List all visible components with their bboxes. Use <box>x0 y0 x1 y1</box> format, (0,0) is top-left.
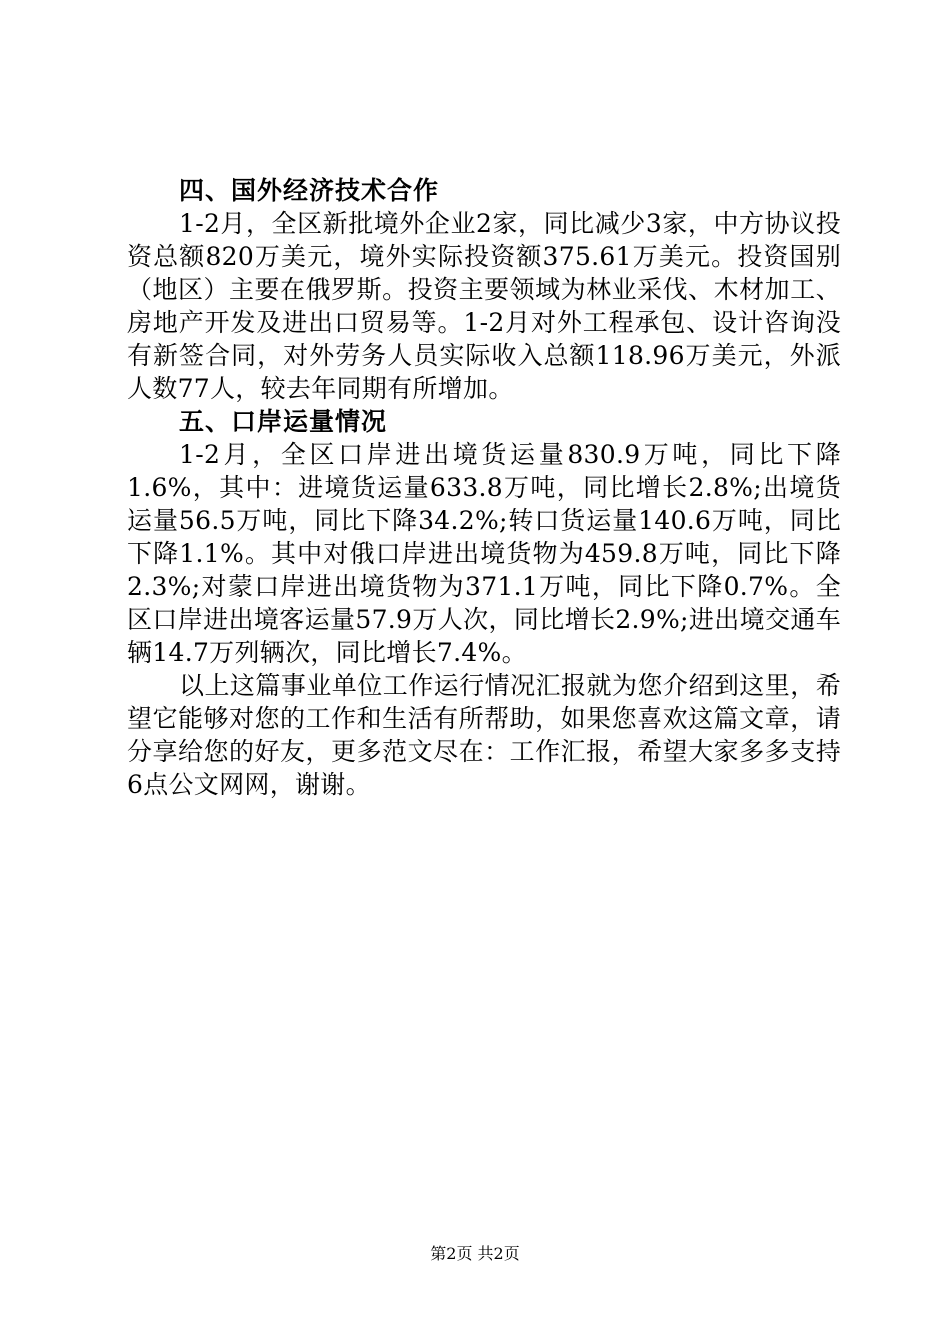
document-body <box>127 174 841 801</box>
paragraph-port-volume: 1-2月，全区口岸进出境货运量830.9万吨，同比下降1.6%，其中：进境货运量633.8万吨，同比增长2.8%;出境货运量56.5万吨，同比下降34.2%;转口货运量140.6万吨，同比下降1.1%。其中对俄口岸进出境货物为459.8万吨，同比下降2.3%;对蒙口岸进出境货物为371.1万吨，同比下降0.7%。全区口岸进出境客运量57.9万人次，同比增长2.9%;进出境交通车辆14.7万列辆次，同比增长7.4%。 <box>127 440 841 667</box>
section-heading-port-volume: 五、口岸运量情况 <box>179 407 388 436</box>
page-number-footer: 第2页 共2页 <box>430 1244 520 1263</box>
paragraph-foreign-cooperation: 1-2月，全区新批境外企业2家，同比减少3家，中方协议投资总额820万美元，境外实际投资额375.61万美元。投资国别（地区）主要在俄罗斯。投资主要领域为林业采伐、木材加工、房地产开发及进出口贸易等。1-2月对外工程承包、设计咨询没有新签合同，对外劳务人员实际收入总额118.96万美元，外派人数77人，较去年同期有所增加。 <box>127 209 841 403</box>
paragraph-closing: 以上这篇事业单位工作运行情况汇报就为您介绍到这里，希望它能够对您的工作和生活有所帮助，如果您喜欢这篇文章，请分享给您的好友，更多范文尽在：工作汇报，希望大家多多支持6点公文网网，谢谢。 <box>127 671 841 799</box>
section-heading-foreign-cooperation: 四、国外经济技术合作 <box>179 176 440 205</box>
